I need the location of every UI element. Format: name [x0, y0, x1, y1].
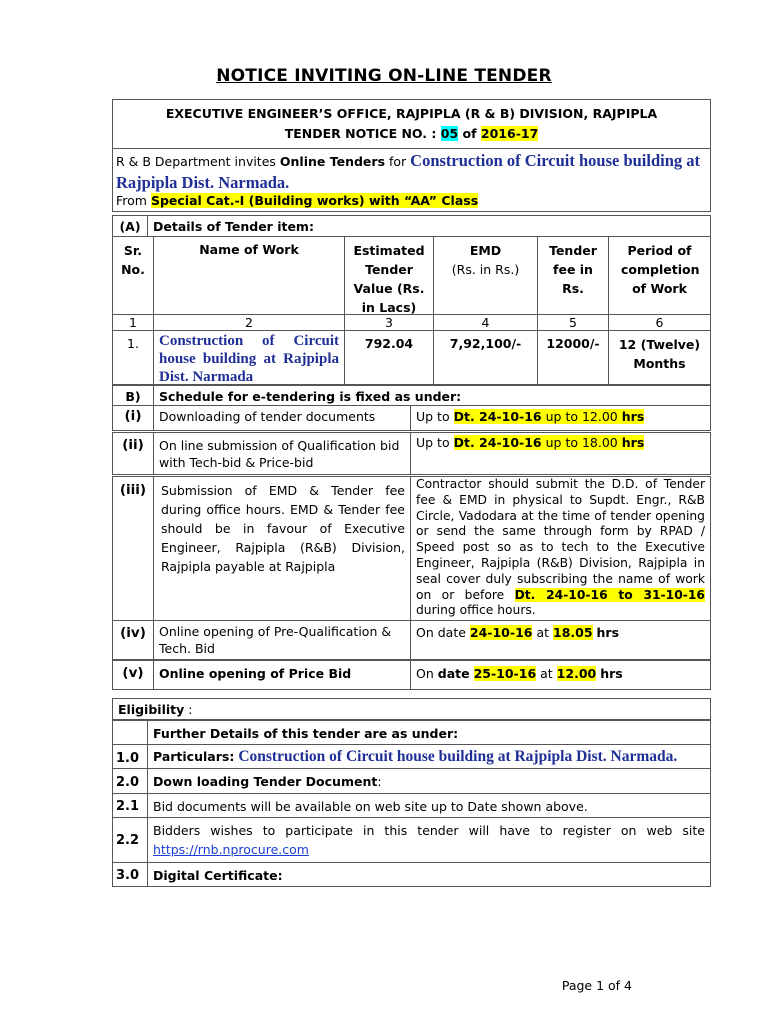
- item-text: Bid documents will be available on web site up to Date shown above.: [147, 793, 711, 818]
- col-fee-header: Tender fee in Rs.: [537, 236, 609, 315]
- page-title: NOTICE INVITING ON-LINE TENDER: [216, 66, 552, 86]
- col-emd-header: [433, 236, 538, 315]
- schedule-highlight-text: up to 18.00: [542, 435, 618, 450]
- schedule-no: (iii): [112, 476, 154, 621]
- col-name-header: Name of Work: [153, 236, 345, 315]
- page-number: Page 1 of 4: [561, 978, 632, 993]
- intro-class: Special Cat.-I (Building works) with “AA” Class: [150, 193, 479, 208]
- schedule-date: [410, 476, 711, 621]
- item-number: 2.2: [112, 817, 148, 863]
- schedule-desc: Submission of EMD & Tender fee during office hours. EMD & Tender fee should be in favour of Executive Engineer, Rajpipla (R&B) Division, Rajpipla payable at Rajpipla: [153, 476, 411, 621]
- item-number: 3.0: [112, 862, 148, 887]
- intro-box: [112, 148, 711, 212]
- col-number: 3: [344, 314, 434, 331]
- col-number: 4: [433, 314, 538, 331]
- schedule-text: Up to: [416, 409, 450, 424]
- schedule-desc: Online opening of Price Bid: [153, 660, 411, 690]
- col-emd-unit: (Rs. in Rs.): [451, 262, 520, 277]
- nprocure-link[interactable]: https://rnb.nprocure.com: [153, 842, 309, 857]
- schedule-desc: Downloading of tender documents: [153, 405, 411, 431]
- section-b-label: B): [112, 385, 154, 406]
- schedule-date: [410, 620, 711, 660]
- schedule-no: (ii): [112, 432, 154, 475]
- intro-part3: for: [389, 154, 407, 169]
- item-number: 2.1: [112, 793, 148, 818]
- schedule-highlight: Dt. 24-10-16 to 31-10-16: [514, 587, 705, 602]
- item-register: [147, 817, 711, 863]
- schedule-text: hrs: [596, 625, 620, 640]
- schedule-text: date: [437, 666, 470, 681]
- col-sr-header: Sr. No.: [112, 236, 154, 315]
- row-fee: 12000/-: [537, 330, 609, 385]
- section-a-title: Details of Tender item:: [147, 215, 711, 237]
- schedule-highlight: Dt. 24-10-16: [453, 409, 542, 424]
- section-b-title: Schedule for e-tendering is fixed as under:: [153, 385, 711, 406]
- schedule-desc: On line submission of Qualification bid with Tech-bid & Price-bid: [153, 432, 411, 475]
- schedule-text: On: [416, 666, 434, 681]
- schedule-text: On date: [416, 625, 466, 640]
- row-sr: 1.: [112, 330, 154, 385]
- schedule-highlight: 24-10-16: [469, 625, 533, 640]
- schedule-highlight: hrs: [618, 409, 645, 424]
- schedule-desc: Online opening of Pre-Qualification & Tech. Bid: [153, 620, 411, 660]
- schedule-highlight: 18.05: [553, 625, 593, 640]
- row-period: 12 (Twelve) Months: [608, 330, 711, 385]
- item-text: :: [377, 774, 382, 789]
- row-value: 792.04: [344, 330, 434, 385]
- item-work-name: Construction of Circuit house building at Rajpipla Dist. Narmada.: [238, 748, 678, 765]
- schedule-highlight-text: up to 12.00: [542, 409, 618, 424]
- intro-work-name: Construction of Circuit house building at Rajpipla Dist. Narmada.: [116, 151, 701, 192]
- col-number: 6: [608, 314, 711, 331]
- section-a-label: (A): [112, 215, 148, 237]
- notice-of: of: [462, 126, 477, 141]
- further-details-heading: Further Details of this tender are as under:: [147, 720, 711, 745]
- notice-prefix: TENDER NOTICE NO. :: [284, 126, 437, 141]
- schedule-highlight: hrs: [618, 435, 645, 450]
- schedule-highlight: 12.00: [556, 666, 597, 681]
- notice-year: 2016-17: [480, 126, 539, 141]
- col-number: 1: [112, 314, 154, 331]
- item-number: 2.0: [112, 768, 148, 794]
- col-emd-title: EMD: [469, 243, 502, 258]
- schedule-no: (iv): [112, 620, 154, 660]
- row-emd: 7,92,100/-: [433, 330, 538, 385]
- col-value-header: Estimated Tender Value (Rs. in Lacs): [344, 236, 434, 315]
- schedule-text: at: [540, 666, 553, 681]
- row-work-name: Construction of Circuit house building at Rajpipla Dist. Narmada: [153, 330, 345, 385]
- item-label: Particulars:: [153, 749, 235, 764]
- eligibility-colon: :: [188, 702, 193, 717]
- schedule-text: hrs: [600, 666, 623, 681]
- intro-from: From: [116, 193, 147, 208]
- schedule-highlight: Dt. 24-10-16: [453, 435, 542, 450]
- eligibility-spacer: [112, 720, 148, 745]
- notice-no: 05: [440, 126, 459, 141]
- schedule-text: at: [536, 625, 550, 640]
- schedule-text: Up to: [416, 435, 450, 450]
- schedule-text: Contractor should submit the D.D. of Tender fee & EMD in physical to Supdt. Engr., R&B Circle, Vadodara at the time of tender opening or send the same through form by RPAD / Speed post so as to tech to the Executive Engineer, Rajpipla (R&B) Division, Rajpipla in seal cover duly subscribing the name of work on or before: [416, 477, 705, 602]
- item-label: Down loading Tender Document: [153, 774, 378, 789]
- schedule-highlight: 25-10-16: [473, 666, 537, 681]
- item-particulars: [147, 744, 711, 769]
- schedule-date: [410, 660, 711, 690]
- eligibility-label: Eligibility: [118, 702, 185, 717]
- intro-part1: R & B Department invites: [116, 154, 276, 169]
- tender-notice-number: [113, 126, 710, 141]
- schedule-no: (v): [112, 660, 154, 690]
- schedule-text: during office hours.: [416, 603, 536, 618]
- col-number: 2: [153, 314, 345, 331]
- office-name: EXECUTIVE ENGINEER’S OFFICE, RAJPIPLA (R & B) DIVISION, RAJPIPLA: [165, 106, 658, 121]
- schedule-date: [410, 432, 711, 475]
- col-period-header: Period of completion of Work: [608, 236, 711, 315]
- eligibility-row: [112, 698, 711, 720]
- col-number: 5: [537, 314, 609, 331]
- intro-online-tenders: Online Tenders: [279, 154, 386, 169]
- schedule-no: (i): [112, 405, 154, 431]
- intro-class-line: [116, 193, 478, 208]
- item-label: Digital Certificate:: [147, 862, 711, 887]
- item-number: 1.0: [112, 744, 148, 769]
- intro-text: [116, 150, 708, 194]
- item-text: Bidders wishes to participate in this tender will have to register on web site: [153, 823, 705, 838]
- header-box: [112, 99, 711, 149]
- schedule-date: [410, 405, 711, 431]
- item-downloading: [147, 768, 711, 794]
